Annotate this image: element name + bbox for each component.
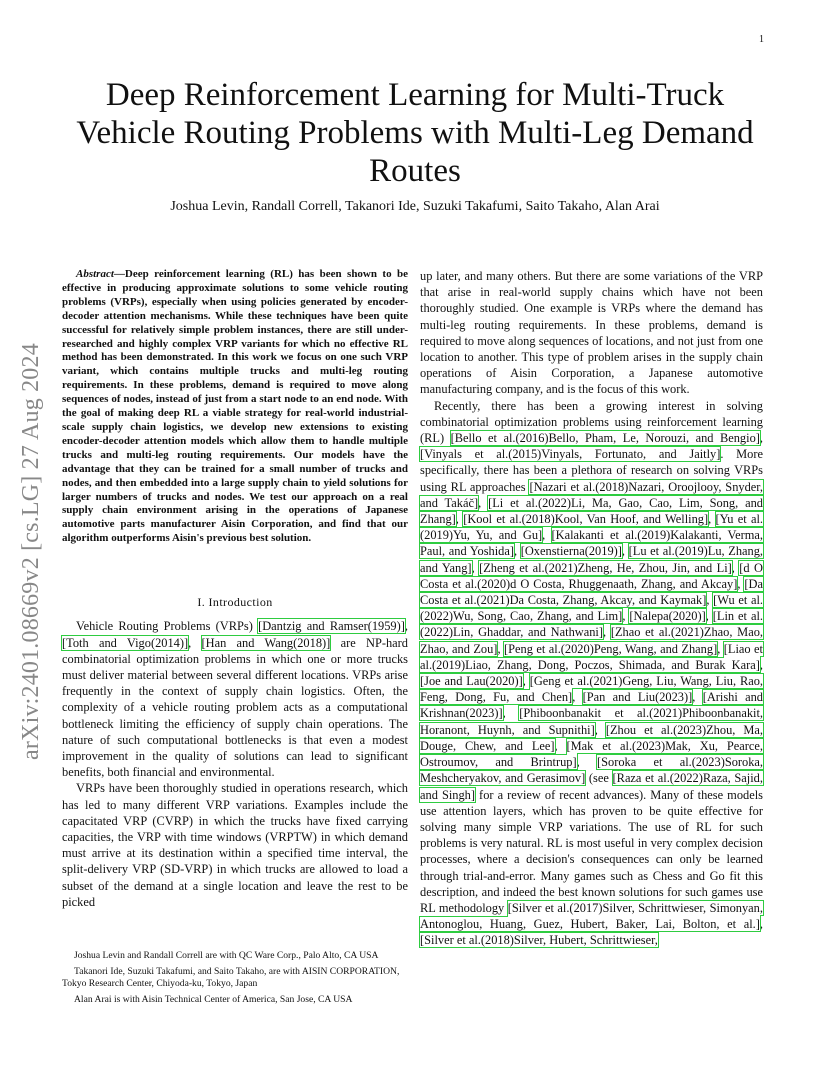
citation-link[interactable]: [Nazari et al.(2018)Nazari, Oroojlooy, Snyder, and Takáč]: [420, 479, 764, 510]
citation-link[interactable]: [Han and Wang(2018)]: [201, 635, 331, 650]
abstract-text: —Deep reinforcement learning (RL) has been shown to be effective in producing approximate solutions to some vehicle routing problems (VRPs), especially when using policies generated by encoder-decoder attention mechanisms. While these techniques have been quite successful for relatively simple problem instances, there are still under-researched and highly complex VRP variants for which no effective RL method has been demonstrated. In this work we focus on one such VRP variant, which contains multiple trucks and multi-leg routing requirements. In these problems, demand is required to move along sequences of nodes, instead of just from a start node to an end node. With the goal of making deep RL a viable strategy for real-world industrial-scale supply chain logistics, we develop new extensions to existing encoder-decoder attention models which allow them to handle multiple trucks and multi-leg routing requirements. Our models have the advantage that they can be trained for a small number of trucks and nodes, and then embedded into a large supply chain to yield solutions for larger numbers of trucks and nodes. We test our approach on a real supply chain environment arising in the operations of Japanese automotive parts manufacturer Aisin Corporation, and find that our algorithm outperforms Aisin's previous best solution.: [62, 268, 408, 545]
citation-list: [Nazari et al.(2018)Nazari, Oroojlooy, Snyder, and Takáč], [Li et al.(2022)Li, Ma, Gao, Cao, Lim, Song, and Zhang], [Kool et al.(2018)Kool, Van Hoof, and Welling], [Yu et al.(2019)Yu, Yu, and Gu], [Kalakanti et al.(2019)Kalakanti, Verma, Paul, and Yoshida], [Oxenstierna(2019)], [Lu et al.(2019)Lu, Zhang, and Yang], [Zheng et al.(2021)Zheng, He, Zhou, Jin, and Li], [d O Costa et al.(2020)d O Costa, Rhuggenaath, Zhang, and Akcay], [Da Costa et al.(2021)Da Costa, Zhang, Akcay, and Kaymak], [Wu et al.(2022)Wu, Song, Cao, Zhang, and Lim], [Nalepa(2020)], [Lin et al.(2022)Lin, Ghaddar, and Nathwani], [Zhao et al.(2021)Zhao, Mao, Zhao, and Zou], [Peng et al.(2020)Peng, Wang, and Zhang], [Liao et al.(2019)Liao, Zhang, Dong, Poczos, Shimada, and Burak Kara], [Joe and Lau(2020)], [Geng et al.(2021)Geng, Liu, Wang, Liu, Rao, Feng, Dong, Fu, and Chen], [Pan and Liu(2023)], [Arishi and Krishnan(2023)], [Phiboonbanakit et al.(2021)Phiboonbanakit, Horanont, Huynh, and Supnithi], [Zhou et al.(2023)Zhou, Ma, Douge, Chew, and Lee], [Mak et al.(2023)Mak, Xu, Pearce, Ostroumov, and Brintrup], [Soroka et al.(2023)Soroka, Meshcheryakov, and Gerasimov]: [420, 479, 764, 786]
rp2-text-4: for a review of recent advances). Many of these models use attention layers, which has proven to be quite effective for solving many simple VRP variations. The use of RL for such problems is very natural. RL is most useful in very complex decision processes, where a decision's consequences can only be learned through trial-and-error. Many games such as Chess and Go fit this description, and indeed the best known solutions for such games use RL methodology: [420, 787, 763, 915]
citation-link[interactable]: [Silver et al.(2017)Silver, Schrittwieser, Simonyan, Antonoglou, Huang, Guez, Hubert, Baker, Lai, Bolton, et al.]: [420, 900, 763, 932]
citation-link[interactable]: [Geng et al.(2021)Geng, Liu, Wang, Liu, Rao, Feng, Dong, Fu, and Chen]: [420, 674, 764, 705]
intro-paragraph-1: [62, 618, 408, 780]
footnotes: [62, 950, 408, 1010]
citation-link[interactable]: [Raza et al.(2022)Raza, Sajid, and Singh]: [420, 771, 763, 802]
citation-link[interactable]: [d O Costa et al.(2020)d O Costa, Rhuggenaath, Zhang, and Akcay]: [420, 560, 763, 591]
citation-link[interactable]: [Vinyals et al.(2015)Vinyals, Fortunato, and Jaitly]: [420, 447, 721, 462]
citation-link[interactable]: [Silver et al.(2018)Silver, Hubert, Schrittwieser,: [420, 933, 658, 948]
page-number: 1: [759, 34, 764, 45]
paper-title: Deep Reinforcement Learning for Multi-Truck Vehicle Routing Problems with Multi-Leg Demand Routes: [76, 77, 754, 189]
citation-link[interactable]: [Oxenstierna(2019)]: [520, 544, 622, 559]
citation-link[interactable]: [Zhao et al.(2021)Zhao, Mao, Zhao, and Zou]: [420, 625, 763, 656]
intro-p1-text-4: are NP-hard combinatorial optimization problems in which one or more trucks must deliver material between several different locations. VRPs arise frequently in the context of supply chain logistics. Often, the complexity of a vehicle routing problem acts as a computational bottleneck limiting the efficiency of supply chain operations. The nature of such computational bottlenecks is that even a modest improvement in the quality of solutions can lead to significant benefits, both financial and environmental.: [62, 635, 408, 780]
citation-link[interactable]: [Zheng et al.(2021)Zheng, He, Zhou, Jin, and Li]: [479, 560, 732, 575]
citation-link[interactable]: [Pan and Liu(2023)]: [582, 690, 693, 705]
citation-link[interactable]: [Kalakanti et al.(2019)Kalakanti, Verma, Paul, and Yoshida]: [420, 528, 763, 559]
abstract-lead: Abstract: [76, 268, 114, 280]
intro-p1-text-1: Vehicle Routing Problems (VRPs): [76, 619, 259, 634]
citation-link[interactable]: [Yu et al.(2019)Yu, Yu, and Gu]: [420, 512, 763, 543]
right-paragraph-2: [420, 398, 763, 949]
intro-p1-text-2: ,: [404, 619, 408, 634]
citation-link[interactable]: [Lu et al.(2019)Lu, Zhang, and Yang]: [420, 544, 764, 575]
citation-link[interactable]: [Phiboonbanakit et al.(2021)Phiboonbanakit, Horanont, Huynh, and Supnithi]: [420, 706, 764, 737]
section-heading-introduction: I. Introduction: [197, 595, 273, 610]
citation-link[interactable]: [Mak et al.(2023)Mak, Xu, Pearce, Ostroumov, and Brintrup]: [420, 738, 763, 770]
rp2-text-3: (see: [585, 771, 613, 786]
citation-link[interactable]: [Dantzig and Ramser(1959)]: [258, 619, 405, 634]
right-column: [420, 268, 763, 949]
citation-link[interactable]: [Bello et al.(2016)Bello, Pham, Le, Norouzi, and Bengio]: [450, 431, 760, 446]
citation-link[interactable]: [Joe and Lau(2020)]: [420, 674, 523, 689]
citation-link[interactable]: [Wu et al.(2022)Wu, Song, Cao, Zhang, and Lim]: [420, 593, 763, 624]
citation-link[interactable]: [Lin et al.(2022)Lin, Ghaddar, and Nathwani]: [420, 609, 763, 640]
abstract: [62, 268, 408, 546]
citation-link[interactable]: [Arishi and Krishnan(2023)]: [420, 690, 764, 721]
arxiv-identifier-sidebar[interactable]: arXiv:2401.08669v2 [cs.LG] 27 Aug 2024: [18, 343, 44, 760]
citation-link[interactable]: [Liao et al.(2019)Liao, Zhang, Dong, Poczos, Shimada, and Burak Kara]: [420, 641, 763, 672]
intro-paragraph-2: VRPs have been thoroughly studied in operations research, which has led to many different VRP variations. Examples include the capacitated VRP (CVRP) in which the trucks have fixed carrying capacities, the VRP with time windows (VRPTW) in which demand must arrive at its destination within a specified time interval, the split-delivery VRP (SD-VRP) in which trucks are allowed to load a subset of the demand at a single location and leave the rest to be picked: [62, 781, 408, 909]
citation-link[interactable]: [Toth and Vigo(2014)]: [62, 635, 189, 650]
citation-link[interactable]: [Da Costa et al.(2021)Da Costa, Zhang, Akcay, and Kaymak]: [420, 576, 763, 608]
right-paragraph-1: up later, and many others. But there are some variations of the VRP that arise in real-world supply chains which have not been thoroughly studied. One example is VRPs where the demand has multi-leg routing requirements. In these problems, demand is required to move along sequences of locations, and not just from one location to another. This type of problem arises in the supply chain operations of Aisin Corporation, a Japanese automotive manufacturing company, and is the focus of this work.: [420, 269, 763, 397]
citation-link[interactable]: [Li et al.(2022)Li, Ma, Gao, Cao, Lim, Song, and Zhang]: [420, 495, 763, 527]
citation-link[interactable]: [Peng et al.(2020)Peng, Wang, and Zhang]: [504, 641, 718, 656]
intro-p1-text-3: ,: [188, 635, 202, 650]
rp2-text-5: ,: [759, 917, 763, 932]
citation-link[interactable]: [Soroka et al.(2023)Soroka, Meshcheryakov, and Gerasimov]: [420, 755, 764, 786]
footnote-affiliation-2: Takanori Ide, Suzuki Takafumi, and Saito Takaho, are with AISIN CORPORATION, Tokyo Research Center, Chiyoda-ku, Tokyo, Japan: [62, 966, 400, 989]
left-column: [62, 268, 408, 910]
rp2-text-2: . More specifically, there has been a plethora of research on solving VRPs using RL approaches: [420, 447, 763, 494]
citation-link[interactable]: [Nalepa(2020)]: [629, 609, 706, 624]
rp2-text-1: ,: [759, 431, 764, 446]
citation-link[interactable]: [Kool et al.(2018)Kool, Van Hoof, and Welling]: [463, 512, 709, 527]
rp2-text-0: Recently, there has been a growing interest in solving combinatorial optimization problems using reinforcement learning (RL): [420, 398, 763, 446]
footnote-affiliation-3: Alan Arai is with Aisin Technical Center of America, San Jose, CA USA: [74, 994, 353, 1005]
author-list: Joshua Levin, Randall Correll, Takanori Ide, Suzuki Takafumi, Saito Takaho, Alan Arai: [170, 199, 660, 214]
citation-link[interactable]: [Zhou et al.(2023)Zhou, Ma, Douge, Chew, and Lee]: [420, 722, 763, 753]
footnote-affiliation-1: Joshua Levin and Randall Correll are with QC Ware Corp., Palo Alto, CA USA: [74, 950, 379, 961]
